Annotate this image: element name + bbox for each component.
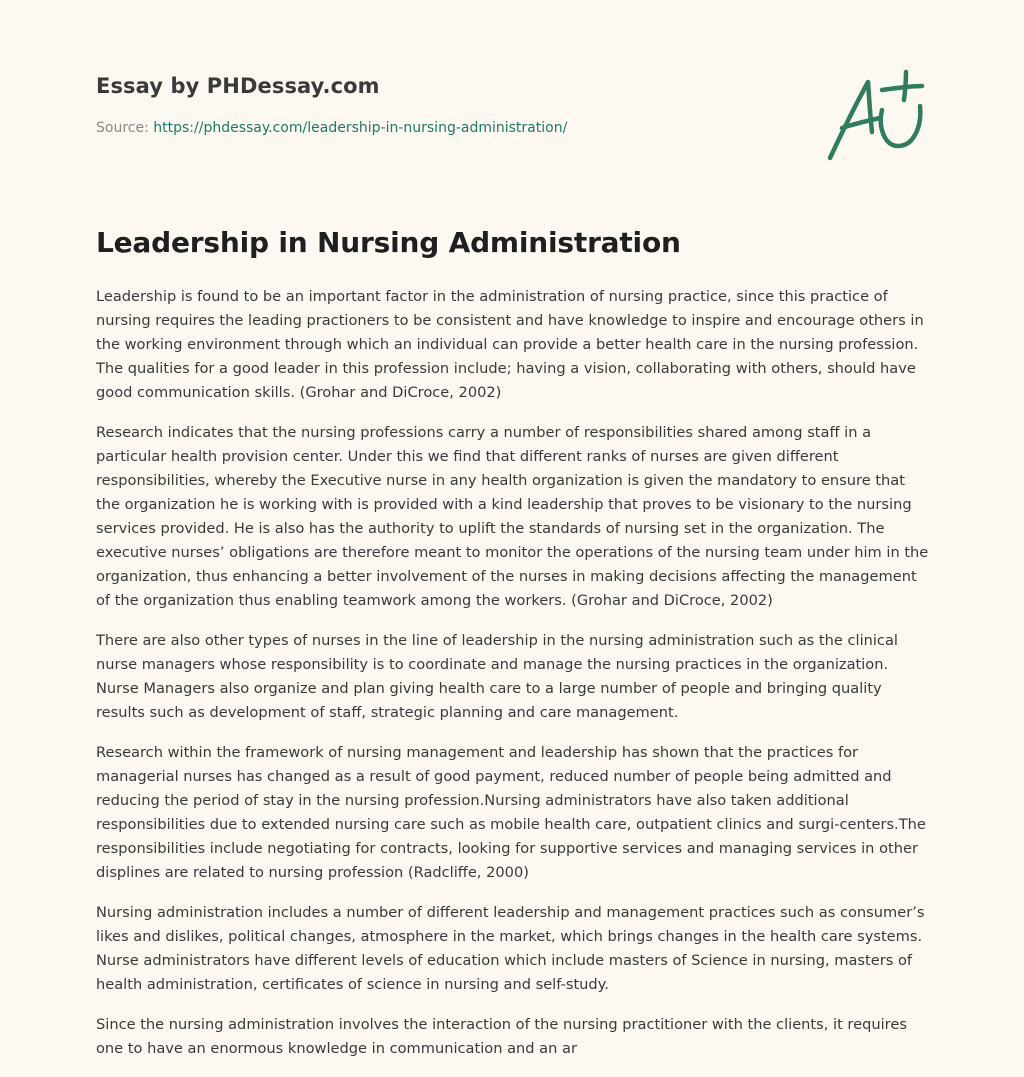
paragraph: Nursing administration includes a number of different leadership and management practices such as consumer’s likes and dislikes, political changes, atmosphere in the market, which brings changes in the health care systems. Nurse administrators have different levels of education which include masters of Science in nursing, masters of health administration, certificates of science in nursing and self-study. xyxy=(96,904,925,993)
paragraph: Since the nursing administration involves the interaction of the nursing practitioner with the clients, it requires one to have an enormous knowledge in communication and an ar xyxy=(96,1016,907,1057)
paragraph: There are also other types of nurses in the line of leadership in the nursing administration such as the clinical nurse managers whose responsibility is to coordinate and manage the nursing practices in the organization. Nurse Managers also organize and plan giving health care to a large number of people and bringing quality results such as development of staff, strategic planning and care management. xyxy=(96,632,898,721)
source-label: Source: xyxy=(96,120,149,136)
source-link[interactable]: https://phdessay.com/leadership-in-nursing-administration/ xyxy=(153,120,568,136)
article-body xyxy=(96,285,930,1077)
brand-title: Essay by PHDessay.com xyxy=(96,74,380,98)
source-line xyxy=(96,120,796,136)
a-plus-logo-icon xyxy=(822,66,930,166)
article-title: Leadership in Nursing Administration xyxy=(96,226,681,259)
essay-header xyxy=(96,74,796,136)
paragraph: Research within the framework of nursing management and leadership has shown that the practices for managerial nurses has changed as a result of good payment, reduced number of people being admitted and reducing the period of stay in the nursing profession.Nursing administrators have also taken additional responsibilities due to extended nursing care such as mobile health care, outpatient clinics and surgi-centers.The responsibilities include negotiating for contracts, looking for supportive services and managing services in other displines are related to nursing profession (Radcliffe, 2000) xyxy=(96,744,926,881)
paragraph: Leadership is found to be an important factor in the administration of nursing practice, since this practice of nursing requires the leading practioners to be consistent and have knowledge to inspire and encourage others in the working environment through which an individual can provide a better health care in the nursing profession. The qualities for a good leader in this profession include; having a vision, collaborating with others, should have good communication skills. (Grohar and DiCroce, 2002) xyxy=(96,288,924,401)
paragraph: Research indicates that the nursing professions carry a number of responsibilities shared among staff in a particular health provision center. Under this we find that different ranks of nurses are given different responsibilities, whereby the Executive nurse in any health organization is given the mandatory to ensure that the organization he is working with is provided with a kind leadership that proves to be visionary to the nursing services provided. He is also has the authority to uplift the standards of nursing set in the organization. The executive nurses’ obligations are therefore meant to monitor the operations of the nursing team under him in the organization, thus enhancing a better involvement of the nurses in making decisions affecting the management of the organization thus enabling teamwork among the workers. (Grohar and DiCroce, 2002) xyxy=(96,424,929,609)
